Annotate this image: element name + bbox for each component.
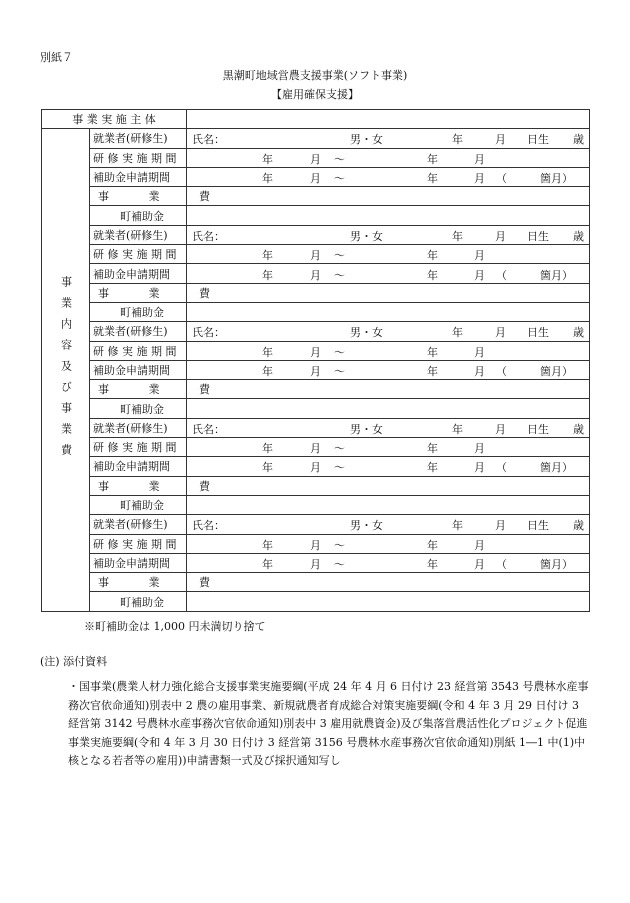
period-label-cell: [90, 341, 187, 360]
cost-field[interactable]: [187, 187, 590, 206]
period-start-month: 月: [310, 152, 322, 166]
block-row-worker: [42, 129, 590, 148]
cost-label: 事 業 費: [98, 190, 228, 204]
period-start-month: 月: [310, 442, 322, 456]
birth-day-label: 日生: [527, 229, 550, 243]
apply-end-year: 年: [427, 557, 439, 571]
period-start-month: 月: [310, 345, 322, 359]
apply-end-year: 年: [427, 365, 439, 378]
birth-day-label: 日生: [527, 422, 550, 436]
subsidy-label: 町補助金: [120, 402, 164, 416]
birth-day-label: 日生: [527, 326, 550, 340]
apply-months: 箇月）: [540, 461, 574, 475]
subsidy-field[interactable]: [187, 399, 590, 418]
birth-month-label: 月: [495, 519, 507, 533]
block-row-apply: [42, 167, 590, 186]
period-end-month: 月: [474, 249, 486, 263]
block-row-apply: [42, 553, 590, 572]
apply-open-paren: （: [496, 461, 508, 475]
implementing-entity-field[interactable]: [187, 110, 590, 129]
apply-start-year: 年: [262, 461, 274, 475]
period-end-year: 年: [427, 249, 439, 263]
cost-label-cell: [90, 476, 228, 495]
cost-label: 事 業 費: [98, 286, 228, 300]
period-label: 研 修 実 施 期 間: [93, 344, 177, 358]
apply-label: 補助金申請期間: [93, 267, 170, 281]
apply-start-year: 年: [262, 172, 274, 186]
apply-end-month: 月: [474, 365, 486, 378]
subsidy-label: 町補助金: [120, 595, 164, 609]
period-label: 研 修 実 施 期 間: [93, 537, 177, 551]
age-label: 歳: [573, 133, 585, 147]
apply-start-year: 年: [262, 268, 274, 282]
period-start-month: 月: [310, 538, 322, 552]
header-label: 事 業 実 施 主 体: [72, 113, 156, 127]
apply-start-month: 月: [310, 461, 322, 475]
apply-open-paren: （: [496, 172, 508, 186]
apply-wave: ～: [334, 365, 346, 378]
apply-end-year: 年: [427, 461, 439, 475]
block-row-cost: [42, 573, 590, 592]
subsidy-label-cell: [90, 206, 187, 225]
period-field[interactable]: [187, 148, 590, 167]
apply-start-year: 年: [262, 557, 274, 571]
apply-open-paren: （: [496, 365, 508, 378]
period-end-year: 年: [427, 152, 439, 166]
cost-label: 事 業 費: [98, 383, 228, 397]
period-start-year: 年: [262, 345, 274, 359]
rounding-note: ※町補助金は 1,000 円未満切り捨て: [84, 620, 266, 633]
period-label: 研 修 実 施 期 間: [93, 441, 177, 455]
birth-year-label: 年: [452, 519, 464, 533]
subsidy-label-cell: [90, 495, 187, 514]
document-subtitle: 【雇用確保支援】: [271, 88, 359, 101]
apply-label-cell: [90, 360, 187, 379]
block-row-worker: [42, 515, 590, 534]
period-label-cell: [90, 245, 187, 264]
period-wave: ～: [334, 538, 346, 552]
cost-field[interactable]: [187, 380, 590, 399]
gender-label: 男・女: [350, 519, 384, 533]
period-field[interactable]: [187, 245, 590, 264]
block-row-cost: [42, 476, 590, 495]
period-start-year: 年: [262, 249, 274, 263]
block-row-apply: [42, 264, 590, 283]
block-row-apply: [42, 360, 590, 379]
subsidy-label: 町補助金: [120, 209, 164, 223]
gender-label: 男・女: [350, 422, 384, 436]
block-row-worker: [42, 225, 590, 244]
worker-label-cell: [90, 322, 187, 341]
apply-wave: ～: [334, 557, 346, 571]
age-label: 歳: [573, 326, 585, 340]
block-row-subsidy: [42, 302, 590, 321]
period-label: 研 修 実 施 期 間: [93, 248, 177, 262]
period-label-cell: [90, 534, 187, 553]
block-row-subsidy: [42, 206, 590, 225]
age-label: 歳: [573, 229, 585, 243]
birth-month-label: 月: [495, 229, 507, 243]
birth-month-label: 月: [495, 422, 507, 436]
period-label-cell: [90, 438, 187, 457]
cost-label: 事 業 費: [98, 576, 228, 590]
cost-label-cell: [90, 283, 228, 302]
apply-field[interactable]: [187, 167, 590, 186]
page-label: 別紙７: [40, 51, 73, 64]
block-row-cost: [42, 380, 590, 399]
block-row-worker: [42, 322, 590, 341]
block-row-period: [42, 341, 590, 360]
period-field[interactable]: [187, 438, 590, 457]
apply-label-cell: [90, 457, 187, 476]
apply-months: 箇月）: [540, 172, 574, 186]
worker-field[interactable]: [187, 129, 590, 148]
gender-label: 男・女: [350, 326, 384, 340]
worker-label-cell: [90, 225, 187, 244]
block-row-period: [42, 148, 590, 167]
apply-end-month: 月: [474, 268, 486, 282]
period-wave: ～: [334, 442, 346, 456]
notes-body: [68, 678, 590, 771]
notes-body-text: ・国事業(農業人材力強化総合支援事業実施要綱(平成 24 年 4 月 6 日付け 23 経営第 3543 号農林水産事務次官依命通知)別表中 2 農の雇用事業、新規就農者育成総合対策実施要綱(令和 4 年 3 月 29 日付け 3 経営第 3142 号農林水産事務次官依命通知)別表中 3 雇用就農資金)及び集落営農活性化プロジェクト促進事業実施要綱(令和 4 年 3 月 30 日付け 3 経営第 3156 号農林水産事務次官依命通知)別紙 1―1 中(1)中核となる若者等の雇用))申請書類一式及び採択通知写し: [68, 680, 589, 767]
apply-label: 補助金申請期間: [93, 364, 170, 377]
birth-year-label: 年: [452, 133, 464, 147]
apply-months: 箇月）: [540, 268, 574, 282]
block-row-period: [42, 245, 590, 264]
name-label: 氏名：: [192, 519, 226, 533]
apply-end-year: 年: [427, 172, 439, 186]
period-start-year: 年: [262, 152, 274, 166]
apply-wave: ～: [334, 268, 346, 282]
name-label: 氏名：: [192, 229, 226, 243]
apply-field[interactable]: [187, 264, 590, 283]
subsidy-label-cell: [90, 302, 187, 321]
birth-day-label: 日生: [527, 133, 550, 147]
subsidy-label: 町補助金: [120, 499, 164, 513]
document-title: 黒潮町地域営農支援事業(ソフト事業): [222, 69, 408, 82]
apply-start-month: 月: [310, 172, 322, 186]
period-start-year: 年: [262, 442, 274, 456]
apply-label: 補助金申請期間: [93, 556, 170, 570]
apply-end-month: 月: [474, 461, 486, 475]
worker-label: 就業者(研修生): [93, 421, 168, 435]
name-label: 氏名：: [192, 422, 226, 436]
apply-label: 補助金申請期間: [93, 460, 170, 474]
cost-label: 事 業 費: [98, 479, 228, 493]
worker-label-cell: [90, 418, 187, 437]
gender-label: 男・女: [350, 229, 384, 243]
birth-year-label: 年: [452, 326, 464, 340]
subsidy-label-cell: [90, 592, 187, 611]
worker-field[interactable]: [187, 322, 590, 341]
age-label: 歳: [573, 422, 585, 436]
apply-field[interactable]: [187, 360, 590, 379]
apply-start-year: 年: [262, 365, 274, 378]
subsidy-field[interactable]: [187, 302, 590, 321]
period-end-year: 年: [427, 538, 439, 552]
cost-field[interactable]: [187, 573, 590, 592]
header-row: [42, 110, 590, 129]
apply-open-paren: （: [496, 268, 508, 282]
period-label: 研 修 実 施 期 間: [93, 151, 177, 165]
apply-label-cell: [90, 167, 187, 186]
apply-wave: ～: [334, 172, 346, 186]
subsidy-field[interactable]: [187, 495, 590, 514]
birth-day-label: 日生: [527, 519, 550, 533]
subsidy-field[interactable]: [187, 206, 590, 225]
worker-label: 就業者(研修生): [93, 518, 168, 532]
apply-label: 補助金申請期間: [93, 171, 170, 185]
apply-end-month: 月: [474, 172, 486, 186]
block-row-worker: [42, 418, 590, 437]
birth-month-label: 月: [495, 133, 507, 147]
period-wave: ～: [334, 345, 346, 359]
period-field[interactable]: [187, 534, 590, 553]
period-wave: ～: [334, 249, 346, 263]
apply-wave: ～: [334, 461, 346, 475]
gender-label: 男・女: [350, 133, 384, 147]
header-label-cell: [42, 110, 187, 129]
block-row-apply: [42, 457, 590, 476]
cost-label-cell: [90, 573, 228, 592]
period-end-month: 月: [474, 538, 486, 552]
worker-label: 就業者(研修生): [93, 132, 168, 146]
subsidy-label: 町補助金: [120, 306, 164, 320]
subsidy-label-cell: [90, 399, 187, 418]
apply-field[interactable]: [187, 457, 590, 476]
block-row-period: [42, 438, 590, 457]
block-row-cost: [42, 283, 590, 302]
period-start-month: 月: [310, 249, 322, 263]
age-label: 歳: [573, 519, 585, 533]
apply-label-cell: [90, 553, 187, 572]
worker-field[interactable]: [187, 515, 590, 534]
name-label: 氏名：: [192, 133, 226, 147]
worker-label: 就業者(研修生): [93, 228, 168, 242]
block-row-subsidy: [42, 399, 590, 418]
side-label: 事業内容及び事業費: [59, 275, 73, 465]
worker-field[interactable]: [187, 225, 590, 244]
period-start-year: 年: [262, 538, 274, 552]
application-table: [41, 109, 590, 612]
period-end-year: 年: [427, 345, 439, 359]
cost-label-cell: [90, 380, 228, 399]
period-wave: ～: [334, 152, 346, 166]
block-row-period: [42, 534, 590, 553]
apply-end-year: 年: [427, 268, 439, 282]
worker-label: 就業者(研修生): [93, 325, 168, 339]
birth-month-label: 月: [495, 326, 507, 340]
block-row-cost: [42, 187, 590, 206]
period-end-month: 月: [474, 345, 486, 359]
side-label-cell: [42, 129, 90, 611]
apply-field[interactable]: [187, 553, 590, 572]
period-field[interactable]: [187, 341, 590, 360]
period-label-cell: [90, 148, 187, 167]
apply-end-month: 月: [474, 557, 486, 571]
subsidy-field[interactable]: [187, 592, 590, 611]
worker-label-cell: [90, 129, 187, 148]
worker-field[interactable]: [187, 418, 590, 437]
name-label: 氏名：: [192, 326, 226, 340]
period-end-month: 月: [474, 152, 486, 166]
block-row-subsidy: [42, 495, 590, 514]
apply-label-cell: [90, 264, 187, 283]
apply-start-month: 月: [310, 557, 322, 571]
period-end-year: 年: [427, 442, 439, 456]
apply-start-month: 月: [310, 365, 322, 378]
worker-label-cell: [90, 515, 187, 534]
block-row-subsidy: [42, 592, 590, 611]
apply-start-month: 月: [310, 268, 322, 282]
cost-field[interactable]: [187, 283, 590, 302]
cost-field[interactable]: [187, 476, 590, 495]
apply-open-paren: （: [496, 557, 508, 571]
apply-months: 箇月）: [540, 365, 574, 378]
birth-year-label: 年: [452, 422, 464, 436]
cost-label-cell: [90, 187, 228, 206]
period-end-month: 月: [474, 442, 486, 456]
birth-year-label: 年: [452, 229, 464, 243]
apply-months: 箇月）: [540, 557, 574, 571]
notes-heading: (注) 添付資料: [40, 655, 108, 668]
